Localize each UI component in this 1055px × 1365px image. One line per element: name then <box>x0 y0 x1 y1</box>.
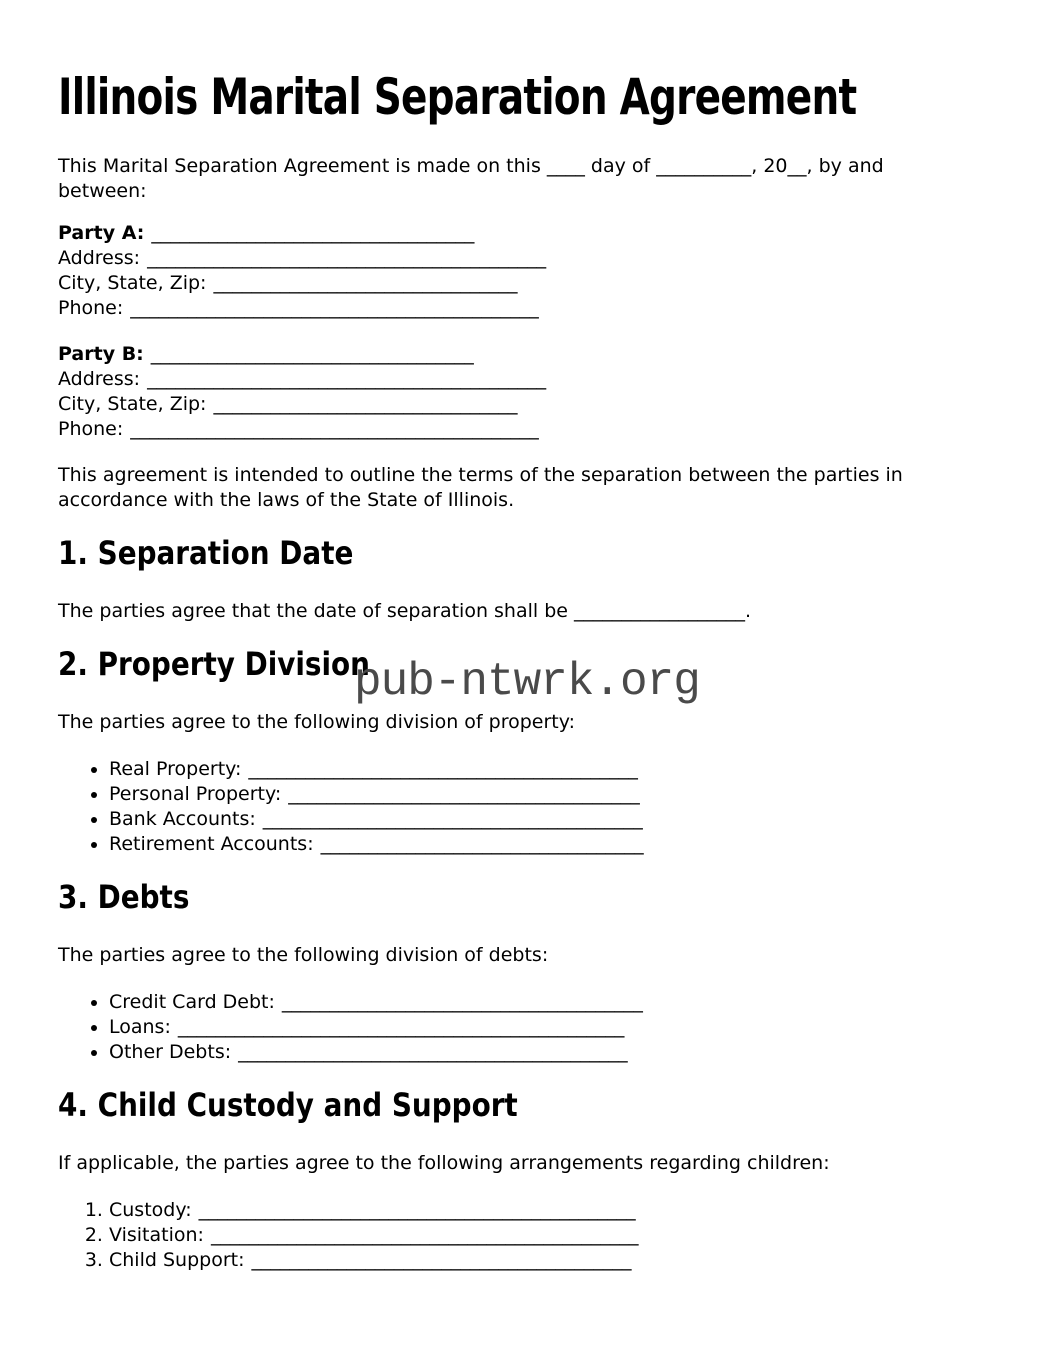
page-title: Illinois Marital Separation Agreement <box>58 68 857 126</box>
party-a-address-line: __________________________________________ <box>147 247 547 269</box>
visitation-label: Visitation: <box>109 1224 204 1246</box>
party-b-city-state-zip-line: ________________________________ <box>213 393 518 415</box>
section-2-heading: 2. Property Division <box>58 645 370 683</box>
party-a-phone-label: Phone: <box>58 297 124 319</box>
list-item-loans <box>109 1015 997 1040</box>
party-b-label: Party B: <box>58 343 144 365</box>
intent-line-2: accordance with the laws of the State of Illinois. <box>58 489 515 511</box>
intent-line-1: This agreement is intended to outline the terms of the separation between the parties in <box>58 464 903 486</box>
party-b-address-row <box>58 367 997 392</box>
retirement-accounts-line: __________________________________ <box>320 833 644 855</box>
list-item-custody <box>109 1198 997 1223</box>
party-a-label: Party A: <box>58 222 145 244</box>
party-a-city-state-zip-line: ________________________________ <box>213 272 518 294</box>
party-a-city-state-zip-label: City, State, Zip: <box>58 272 207 294</box>
debts-list <box>58 990 997 1065</box>
other-debts-line: _________________________________________ <box>238 1041 628 1063</box>
party-a-phone-line: ___________________________________________ <box>130 297 539 319</box>
loans-label: Loans: <box>109 1016 171 1038</box>
child-support-line: ________________________________________ <box>251 1249 632 1271</box>
party-b-name-row <box>58 342 997 367</box>
party-b-city-state-zip-label: City, State, Zip: <box>58 393 207 415</box>
party-a-address-label: Address: <box>58 247 141 269</box>
party-b-address-label: Address: <box>58 368 141 390</box>
list-item-bank-accounts <box>109 807 997 832</box>
section-1-heading: 1. Separation Date <box>58 534 354 572</box>
party-b-city-state-zip-row <box>58 392 997 417</box>
visitation-line: _____________________________________________ <box>210 1224 639 1246</box>
real-property-line: _________________________________________ <box>248 758 638 780</box>
intro-line-2: between: <box>58 180 147 202</box>
section-1-body: The parties agree that the date of separation shall be __________________. <box>58 600 752 622</box>
party-a-name-line: __________________________________ <box>151 222 475 244</box>
child-support-label: Child Support: <box>109 1249 245 1271</box>
section-4-heading: 4. Child Custody and Support <box>58 1086 518 1124</box>
other-debts-label: Other Debts: <box>109 1041 232 1063</box>
personal-property-label: Personal Property: <box>109 783 282 805</box>
watermark: pub-ntwrk.org <box>354 656 700 708</box>
list-item-real-property <box>109 757 997 782</box>
custody-label: Custody: <box>109 1199 192 1221</box>
real-property-label: Real Property: <box>109 758 242 780</box>
intent-paragraph <box>58 463 997 513</box>
party-a-city-state-zip-row <box>58 271 997 296</box>
list-item-credit-card-debt <box>109 990 997 1015</box>
party-b-block <box>58 342 997 442</box>
party-a-address-row <box>58 246 997 271</box>
credit-card-debt-label: Credit Card Debt: <box>109 991 275 1013</box>
party-a-name-row <box>58 221 997 246</box>
intro-line-1: This Marital Separation Agreement is made on this ____ day of __________, 20__, by and <box>58 155 884 177</box>
section-2-body: The parties agree to the following division of property: <box>58 711 576 733</box>
personal-property-line: _____________________________________ <box>288 783 640 805</box>
loans-line: _______________________________________________ <box>177 1016 625 1038</box>
party-a-phone-row <box>58 296 997 321</box>
custody-line: ______________________________________________ <box>198 1199 636 1221</box>
party-b-phone-label: Phone: <box>58 418 124 440</box>
section-3-heading: 3. Debts <box>58 878 190 916</box>
retirement-accounts-label: Retirement Accounts: <box>109 833 314 855</box>
list-item-other-debts <box>109 1040 997 1065</box>
section-3-body: The parties agree to the following division of debts: <box>58 944 549 966</box>
list-item-visitation <box>109 1223 997 1248</box>
list-item-child-support <box>109 1248 997 1273</box>
party-b-phone-line: ___________________________________________ <box>130 418 539 440</box>
party-b-name-line: __________________________________ <box>150 343 474 365</box>
list-item-retirement-accounts <box>109 832 997 857</box>
intro-paragraph <box>58 154 997 204</box>
credit-card-debt-line: ______________________________________ <box>281 991 643 1013</box>
party-a-block <box>58 221 997 321</box>
list-item-personal-property <box>109 782 997 807</box>
child-custody-list <box>58 1198 997 1273</box>
bank-accounts-line: ________________________________________ <box>262 808 643 830</box>
section-4-body: If applicable, the parties agree to the following arrangements regarding children: <box>58 1152 830 1174</box>
bank-accounts-label: Bank Accounts: <box>109 808 256 830</box>
party-b-address-line: __________________________________________ <box>147 368 547 390</box>
property-division-list <box>58 757 997 857</box>
party-b-phone-row <box>58 417 997 442</box>
